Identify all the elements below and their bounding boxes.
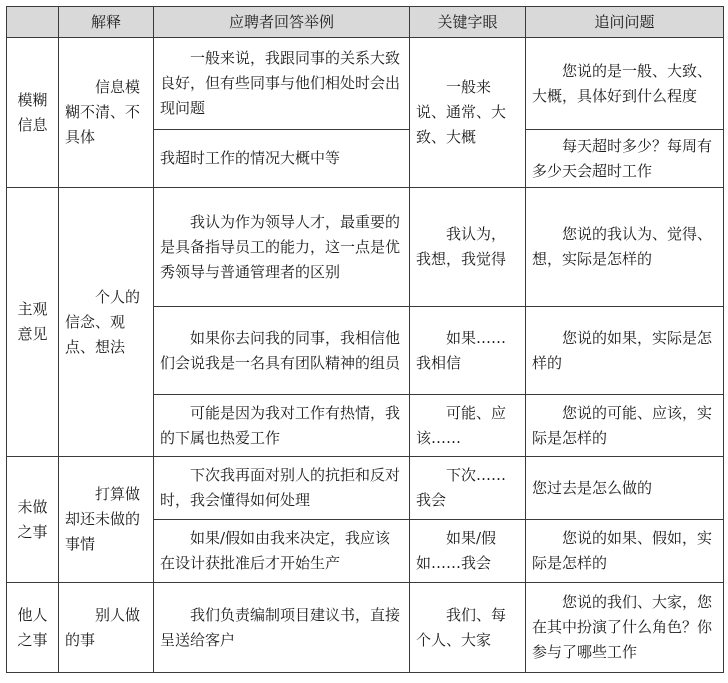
answer-cell: 可能是因为我对工作有热情，我的下属也热爱工作 (154, 395, 410, 457)
interview-keyword-table (6, 6, 724, 673)
table-row (7, 38, 724, 130)
table-row (7, 583, 724, 673)
followup-cell: 您说的可能、应该，实际是怎样的 (526, 395, 724, 457)
header-answer-example: 应聘者回答举例 (154, 7, 410, 38)
answer-cell: 如果/假如由我来决定，我应该在设计获批准后才开始生产 (154, 520, 410, 583)
answer-cell: 如果你去问我的同事，我相信他们会说我是一名具有团队精神的组员 (154, 307, 410, 395)
header-category (7, 7, 59, 38)
answer-cell: 我超时工作的情况大概中等 (154, 130, 410, 188)
header-explanation: 解释 (59, 7, 154, 38)
table-header-row (7, 7, 724, 38)
answer-cell: 我们负责编制项目建议书，直接呈送给客户 (154, 583, 410, 673)
keywords-cell: 下次……我会 (410, 457, 526, 520)
followup-cell: 您过去是怎么做的 (526, 457, 724, 520)
followup-cell: 您说的我们、大家，您在其中扮演了什么角色？你参与了哪些工作 (526, 583, 724, 673)
explanation-cell: 信息模糊不清、不具体 (59, 38, 154, 188)
keywords-cell: 可能、应该…… (410, 395, 526, 457)
answer-cell: 我认为作为领导人才，最重要的是具备指导员工的能力，这一点是优秀领导与普通管理者的区别 (154, 188, 410, 307)
table-row (7, 457, 724, 520)
keywords-cell: 如果……我相信 (410, 307, 526, 395)
explanation-cell: 个人的信念、观点、想法 (59, 188, 154, 457)
keywords-cell: 如果/假如……我会 (410, 520, 526, 583)
keywords-cell: 一般来说、通常、大致、大概 (410, 38, 526, 188)
followup-cell: 您说的如果，实际是怎样的 (526, 307, 724, 395)
followup-cell: 您说的我认为、觉得、想，实际是怎样的 (526, 188, 724, 307)
followup-cell: 每天超时多少？每周有多少天会超时工作 (526, 130, 724, 188)
followup-cell: 您说的如果、假如，实际是怎样的 (526, 520, 724, 583)
table-row (7, 188, 724, 307)
header-followup: 追问问题 (526, 7, 724, 38)
followup-cell: 您说的是一般、大致、大概，具体好到什么程度 (526, 38, 724, 130)
answer-cell: 一般来说，我跟同事的关系大致良好，但有些同事与他们相处时会出现问题 (154, 38, 410, 130)
keywords-cell: 我认为，我想，我觉得 (410, 188, 526, 307)
category-cell: 他人之事 (7, 583, 59, 673)
explanation-cell: 别人做的事 (59, 583, 154, 673)
category-cell: 主观意见 (7, 188, 59, 457)
category-cell: 模糊信息 (7, 38, 59, 188)
answer-cell: 下次我再面对别人的抗拒和反对时，我会懂得如何处理 (154, 457, 410, 520)
keywords-cell: 我们、每个人、大家 (410, 583, 526, 673)
explanation-cell: 打算做却还未做的事情 (59, 457, 154, 583)
category-cell: 未做之事 (7, 457, 59, 583)
header-keywords: 关键字眼 (410, 7, 526, 38)
